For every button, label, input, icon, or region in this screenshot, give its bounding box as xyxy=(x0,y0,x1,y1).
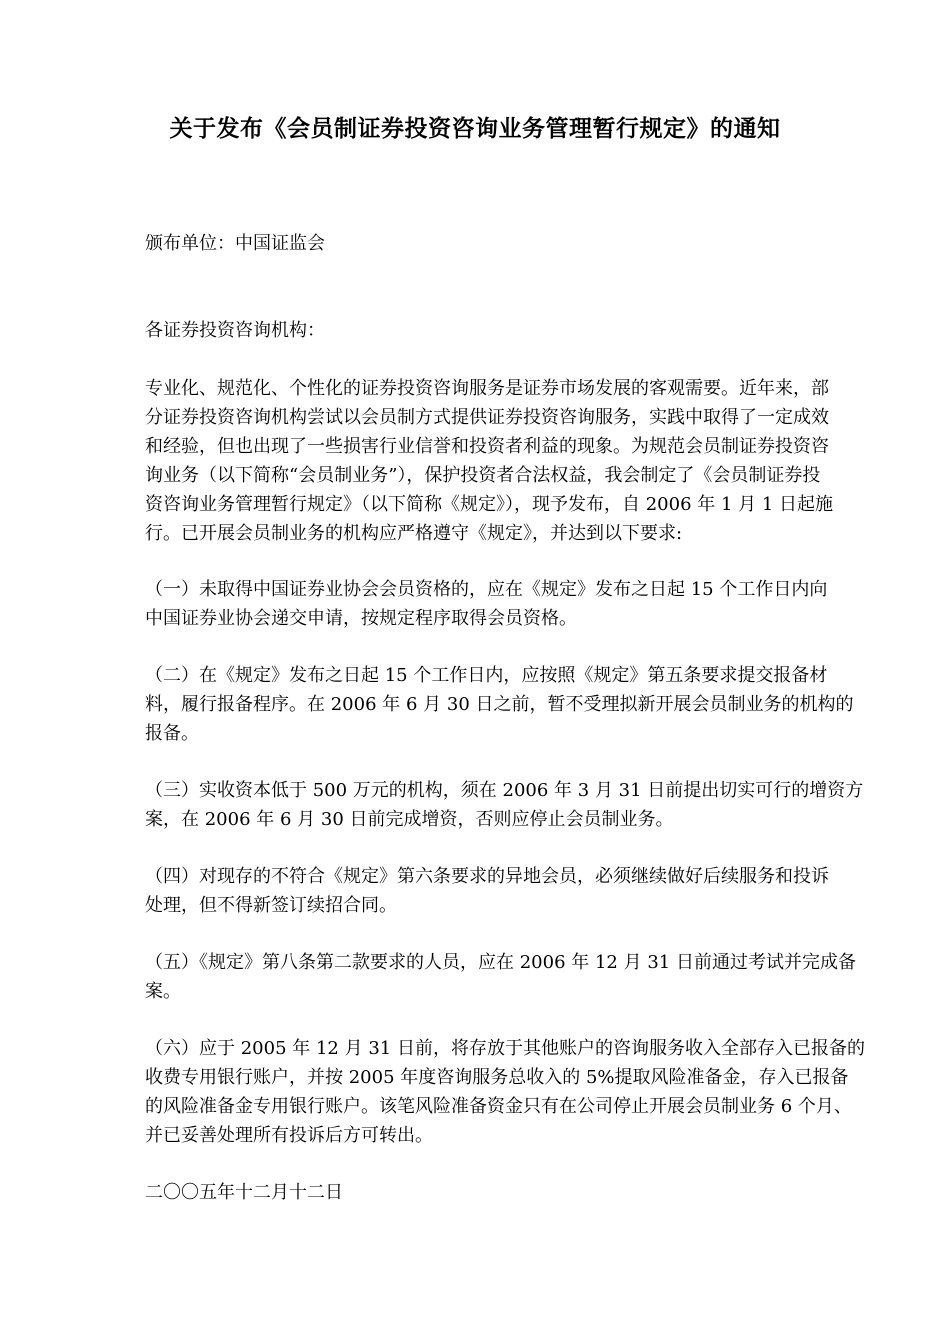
item-5-line: 案。 xyxy=(145,981,181,1002)
item-1-line: 中国证券业协会递交申请，按规定程序取得会员资格。 xyxy=(145,608,577,629)
item-2-line: （二）在《规定》发布之日起 15 个工作日内，应按照《规定》第五条要求提交报备材 xyxy=(145,665,828,686)
item-2-paragraph xyxy=(145,661,879,748)
intro-line: 专业化、规范化、个性化的证券投资咨询服务是证券市场发展的客观需要。近年来，部 xyxy=(145,378,829,399)
item-4-line: （四）对现存的不符合《规定》第六条要求的异地会员，必须继续做好后续服务和投诉 xyxy=(145,866,829,887)
issuer-line: 颁布单位：中国证监会 xyxy=(145,233,325,254)
document-title: 关于发布《会员制证券投资咨询业务管理暂行规定》的通知 xyxy=(169,115,781,142)
document-date: 二〇〇五年十二月十二日 xyxy=(145,1182,343,1203)
intro-line: 询业务（以下简称“会员制业务”），保护投资者合法权益，我会制定了《会员制证券投 xyxy=(145,465,821,486)
item-3-line: 案，在 2006 年 6 月 30 日前完成增资，否则应停止会员制业务。 xyxy=(145,809,674,830)
item-6-line: 收费专用银行账户，并按 2005 年度咨询服务总收入的 5%提取风险准备金，存入已报备 xyxy=(145,1067,849,1088)
intro-line: 行。已开展会员制业务的机构应严格遵守《规定》，并达到以下要求: xyxy=(145,523,683,544)
item-3-line: （三）实收资本低于 500 万元的机构，须在 2006 年 3 月 31 日前提出切实可行的增资方 xyxy=(145,780,864,801)
intro-line: 和经验，但也出现了一些损害行业信誉和投资者利益的现象。为规范会员制证券投资咨 xyxy=(145,436,829,457)
item-6-line: 的风险准备金专用银行账户。该笔风险准备资金只有在公司停止开展会员制业务 6 个月、 xyxy=(145,1096,852,1117)
item-4-paragraph xyxy=(145,862,879,920)
item-1-paragraph xyxy=(145,575,879,633)
item-1-line: （一）未取得中国证券业协会会员资格的，应在《规定》发布之日起 15 个工作日内向 xyxy=(145,579,828,600)
item-5-line: （五）《规定》第八条第二款要求的人员，应在 2006 年 12 月 31 日前通过考试并完成备 xyxy=(145,952,856,973)
item-5-paragraph xyxy=(145,948,879,1006)
item-2-line: 料，履行报备程序。在 2006 年 6 月 30 日之前，暂不受理拟新开展会员制业务的机构的 xyxy=(145,694,854,715)
intro-paragraph xyxy=(145,374,879,548)
item-6-line: （六）应于 2005 年 12 月 31 日前，将存放于其他账户的咨询服务收入全部存入已报备的 xyxy=(145,1038,865,1059)
item-2-line: 报备。 xyxy=(145,723,199,744)
item-6-line: 并已妥善处理所有投诉后方可转出。 xyxy=(145,1125,433,1146)
salutation: 各证券投资咨询机构： xyxy=(145,320,325,341)
item-4-line: 处理，但不得新签订续招合同。 xyxy=(145,895,397,916)
item-6-paragraph xyxy=(145,1034,879,1150)
intro-line: 资咨询业务管理暂行规定》（以下简称《规定》），现予发布，自 2006 年 1 月 1 日起施 xyxy=(145,494,834,515)
item-3-paragraph xyxy=(145,776,879,834)
intro-line: 分证券投资咨询机构尝试以会员制方式提供证券投资咨询服务，实践中取得了一定成效 xyxy=(145,407,829,428)
